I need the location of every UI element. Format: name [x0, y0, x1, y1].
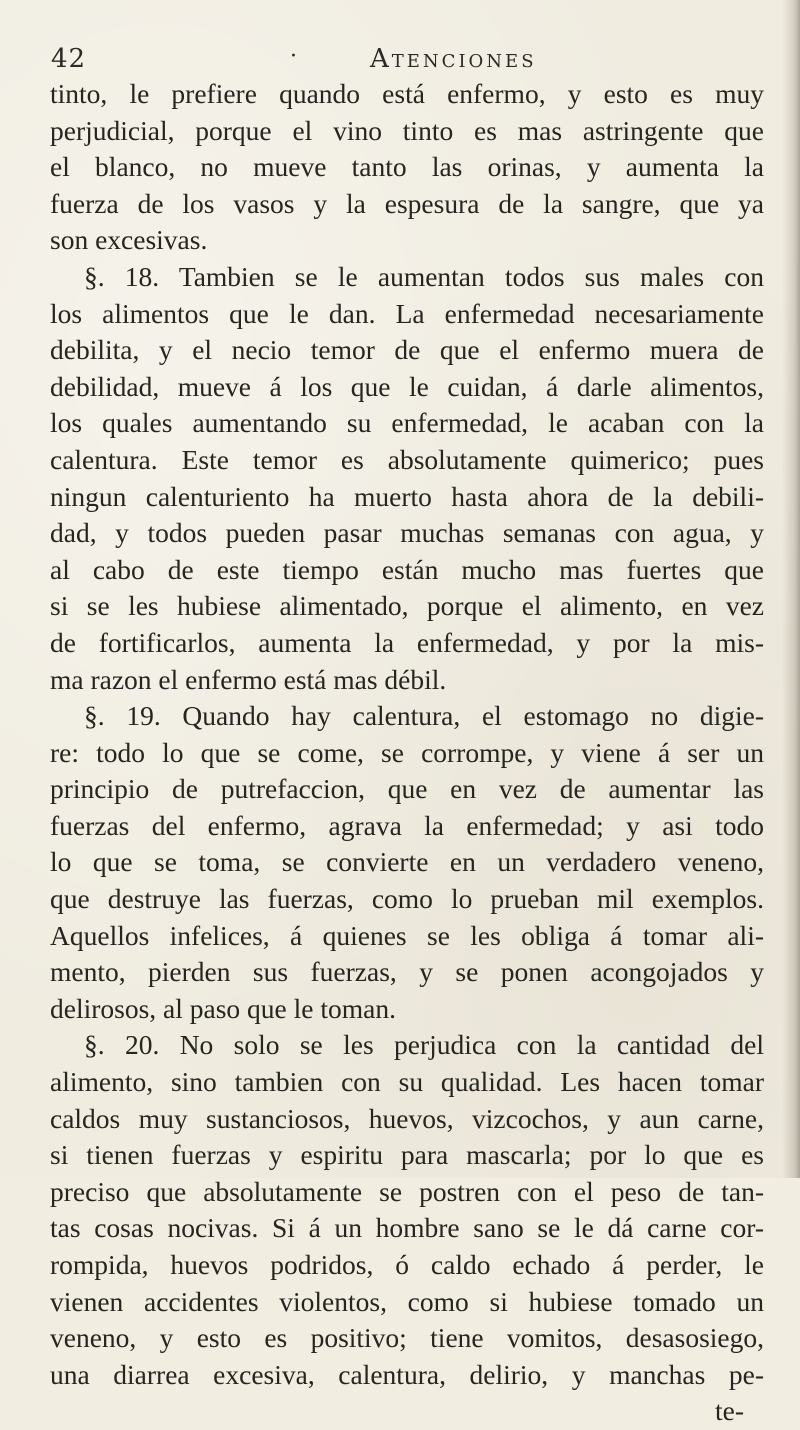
text-line: si tienen fuerzas y espiritu para mascarla; por lo que es — [50, 1139, 764, 1171]
text-line: Aquellos infelices, á quienes se les obliga á tomar ali- — [50, 919, 764, 951]
paragraph-18-start: §. 18. Tambien se le aumentan todos sus males con — [84, 260, 764, 292]
page-edge-shadow — [782, 0, 800, 1178]
text-line: calentura. Este temor es absolutamente quimerico; pues — [50, 443, 764, 475]
text-line: alimento, sino tambien con su qualidad. Les hacen tomar — [50, 1066, 764, 1098]
paragraph-19-start: §. 19. Quando hay calentura, el estomago no digie- — [84, 700, 764, 732]
text-line: fuerza de los vasos y la espesura de la sangre, que ya — [50, 187, 764, 219]
text-line: tinto, le prefiere quando está enfermo, y esto es muy — [50, 78, 764, 109]
body-text — [50, 76, 764, 1430]
text-line: ningun calenturiento ha muerto hasta ahora de la debili- — [50, 480, 764, 512]
catchword: te- — [714, 1395, 744, 1427]
page-header — [0, 44, 800, 78]
text-line: principio de putrefaccion, que en vez de aumentar las — [50, 773, 764, 805]
text-line: vienen accidentes violentos, como si hubiese tomado un — [50, 1285, 764, 1317]
text-line: mento, pierden sus fuerzas, y se ponen acongojados y — [50, 956, 764, 988]
text-line: dad, y todos pueden pasar muchas semanas con agua, y — [50, 517, 764, 549]
text-line: rompida, huevos podridos, ó caldo echado á perder, le — [50, 1249, 764, 1280]
running-title: Atenciones — [370, 44, 537, 74]
text-line: debilita, y el necio temor de que el enfermo muera de — [50, 334, 764, 366]
text-line: son excesivas. — [50, 224, 208, 256]
text-line: los alimentos que le dan. La enfermedad necesariamente — [50, 297, 764, 329]
text-line: si se les hubiese alimentado, porque el alimento, en vez — [50, 590, 764, 622]
text-line: que destruye las fuerzas, como lo prueban mil exemplos. — [50, 883, 764, 915]
text-line: una diarrea excesiva, calentura, delirio, y manchas pe- — [50, 1358, 764, 1390]
text-line: perjudicial, porque el vino tinto es mas astringente que — [50, 114, 764, 146]
text-line: preciso que absolutamente se postren con el peso de tan- — [50, 1175, 764, 1207]
text-line: re: todo lo que se come, se corrompe, y viene á ser un — [50, 736, 764, 768]
text-line: lo que se toma, se convierte en un verdadero veneno, — [50, 846, 764, 878]
text-line: de fortificarlos, aumenta la enfermedad, y por la mis- — [50, 626, 764, 658]
paragraph-20-start: §. 20. No solo se les perjudica con la cantidad del — [84, 1029, 764, 1061]
text-line: debilidad, mueve á los que le cuidan, á darle alimentos, — [50, 370, 764, 402]
text-line: fuerzas del enfermo, agrava la enfermedad; y asi todo — [50, 809, 764, 841]
header-separator: · — [290, 44, 297, 69]
text-line: ma razon el enfermo está mas débil. — [50, 663, 447, 695]
text-line: al cabo de este tiempo están mucho mas fuertes que — [50, 553, 764, 585]
text-line: delirosos, al paso que le toman. — [50, 992, 396, 1024]
text-line: caldos muy sustanciosos, huevos, vizcochos, y aun carne, — [50, 1102, 764, 1134]
page-number: 42 — [51, 44, 87, 74]
text-line: tas cosas nocivas. Si á un hombre sano se le dá carne cor- — [50, 1212, 764, 1244]
text-line: veneno, y esto es positivo; tiene vomitos, desasosiego, — [50, 1322, 764, 1354]
text-line: los quales aumentando su enfermedad, le acaban con la — [50, 407, 764, 439]
text-line: el blanco, no mueve tanto las orinas, y aumenta la — [50, 151, 764, 183]
